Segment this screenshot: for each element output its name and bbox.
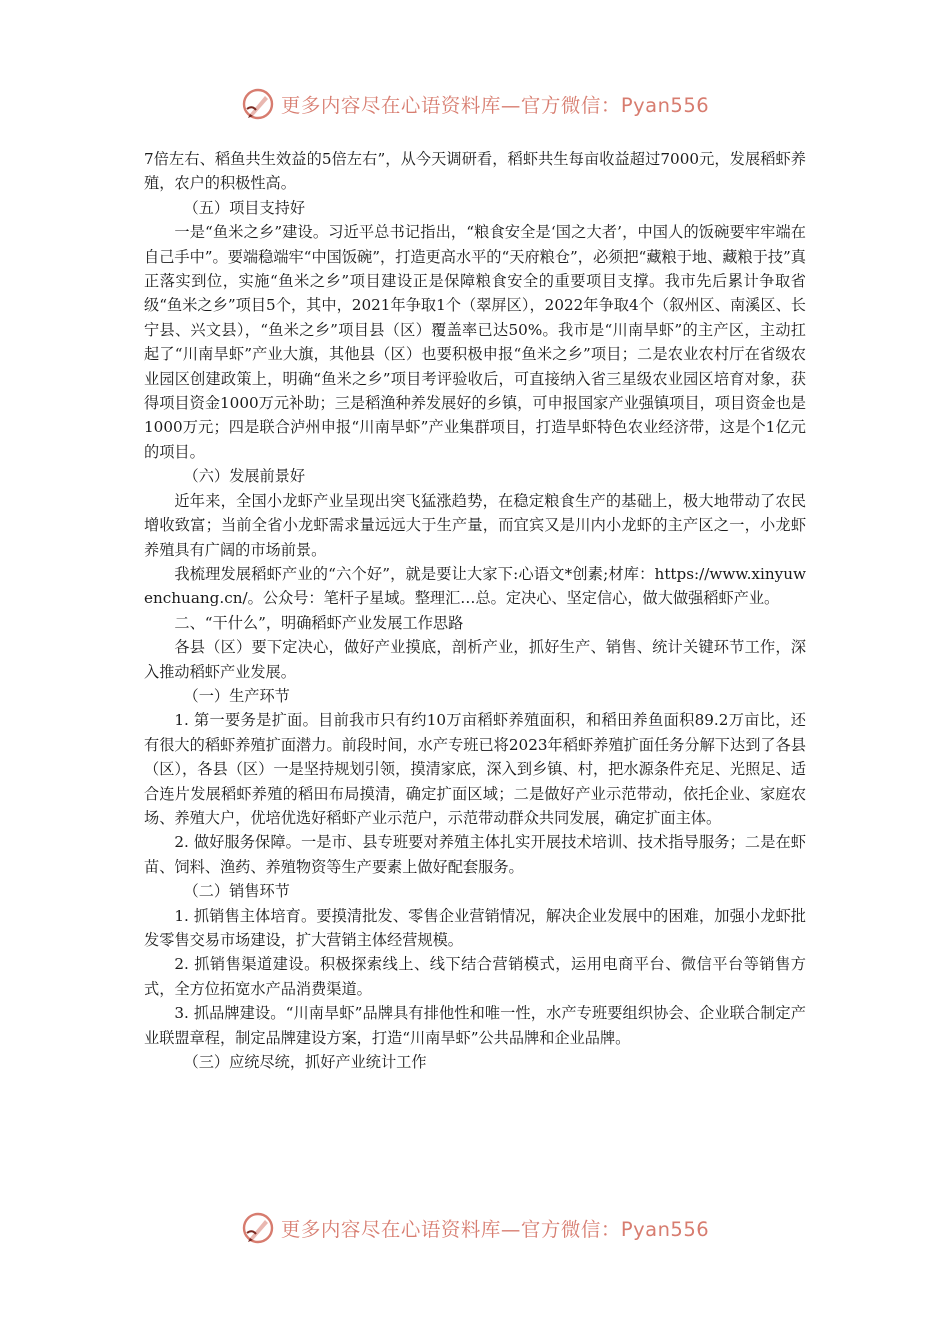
document-body <box>144 147 806 1074</box>
paragraph: 二、“干什么”，明确稻虾产业发展工作思路 <box>174 613 464 632</box>
paragraph: 近年来，全国小龙虾产业呈现出突飞猛涨趋势，在稳定粮食生产的基础上，极大地带动了农民增收致富；当前全省小龙虾需求量远远大于生产量，而宜宾又是川内小龙虾的主产区之一，小龙虾养殖具有广阔的市场前景。 <box>144 491 806 559</box>
paragraph: 3. 抓品牌建设。“川南旱虾”品牌具有排他性和唯一性，水产专班要组织协会、企业联合制定产业联盟章程，制定品牌建设方案，打造“川南旱虾”公共品牌和企业品牌。 <box>144 1004 806 1047</box>
paragraph: 我梳理发展稻虾产业的“六个好”，就是要让大家下:心语文*创素;材库：https://www.xinyuwenchuang.cn/。公众号：笔杆子星域。整理汇…总。定决心、坚定信心，做大做强稻虾产业。 <box>144 564 806 608</box>
section-heading: （一）生产环节 <box>183 686 290 705</box>
watermark-text: 更多内容尽在心语资料库—官方微信：Pyan556 <box>280 94 710 117</box>
paragraph: 7倍左右、稻鱼共生效益的5倍左右”，从今天调研看，稻虾共生每亩收益超过7000元，发展稻虾养殖，农户的积极性高。 <box>144 150 806 193</box>
section-heading: （二）销售环节 <box>183 882 290 901</box>
paragraph: 1. 抓销售主体培育。要摸清批发、零售企业营销情况，解决企业发展中的困难，加强小龙虾批发零售交易市场建设，扩大营销主体经营规模。 <box>144 906 806 949</box>
pen-logo-icon <box>241 87 275 121</box>
paragraph: 2. 做好服务保障。一是市、县专班要对养殖主体扎实开展技术培训、技术指导服务；二是在虾苗、饲料、渔药、养殖物资等生产要素上做好配套服务。 <box>144 833 806 876</box>
section-heading: （五）项目支持好 <box>183 198 306 217</box>
paragraph: 1. 第一要务是扩面。目前我市只有约10万亩稻虾养殖面积，和稻田养鱼面积89.2万亩比，还有很大的稻虾养殖扩面潜力。前段时间，水产专班已将2023年稻虾养殖扩面任务分解下达到了各县（区），各县（区）一是坚持规划引领，摸清家底，深入到乡镇、村，把水源条件充足、光照足、适合连片发展稻虾养殖的稻田布局摸清，确定扩面区域；二是做好产业示范带动，依托企业、家庭农场、养殖大户，优培优选好稻虾产业示范户，示范带动群众共同发展，确定扩面主体。 <box>144 711 806 827</box>
section-heading: （六）发展前景好 <box>183 467 306 486</box>
section-heading: （三）应统尽统，抓好产业统计工作 <box>183 1053 427 1072</box>
header-watermark-banner <box>0 84 950 124</box>
paragraph: 2. 抓销售渠道建设。积极探索线上、线下结合营销模式，运用电商平台、微信平台等销售方式，全方位拓宽水产品消费渠道。 <box>144 955 806 998</box>
footer-watermark-banner <box>0 1208 950 1248</box>
pen-logo-icon <box>241 1211 275 1245</box>
watermark-text: 更多内容尽在心语资料库—官方微信：Pyan556 <box>280 1218 710 1241</box>
paragraph: 各县（区）要下定决心，做好产业摸底，剖析产业，抓好生产、销售、统计关键环节工作，深入推动稻虾产业发展。 <box>144 638 806 681</box>
paragraph: 一是“鱼米之乡”建设。习近平总书记指出，“粮食安全是‘国之大者’，中国人的饭碗要牢牢端在自己手中”。要端稳端牢“中国饭碗”，打造更高水平的“天府粮仓”，必须把“藏粮于地、藏粮于技”真正落实到位，实施“鱼米之乡”项目建设正是保障粮食安全的重要项目支撑。我市先后累计争取省级“鱼米之乡”项目5个，其中，2021年争取1个（翠屏区），2022年争取4个（叙州区、南溪区、长宁县、兴文县），“鱼米之乡”项目县（区）覆盖率已达50%。我市是“川南旱虾”的主产区，主动扛起了“川南旱虾”产业大旗，其他县（区）也要积极申报“鱼米之乡”项目；二是农业农村厅在省级农业园区创建政策上，明确“鱼米之乡”项目考评验收后，可直接纳入省三星级农业园区培育对象，获得项目资金1000万元补助；三是稻渔种养发展好的乡镇，可申报国家产业强镇项目，项目资金也是1000万元；四是联合泸州申报“川南旱虾”产业集群项目，打造旱虾特色农业经济带，这是个1亿元的项目。 <box>144 223 806 461</box>
